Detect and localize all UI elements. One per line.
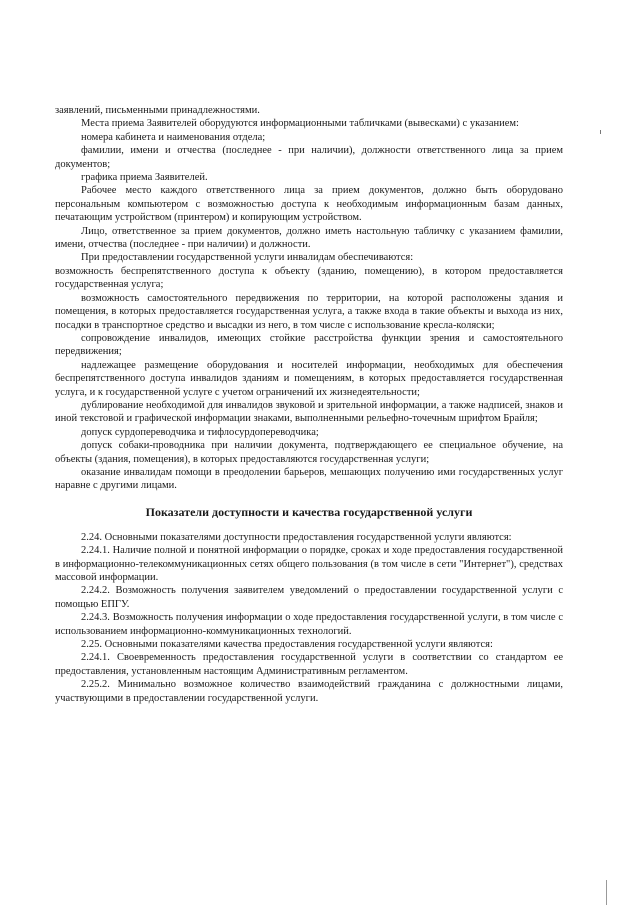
paragraph: 2.25. Основными показателями качества предоставления государственной услуги являются: (81, 639, 493, 651)
paragraph: 2.24.3. Возможность получения информации о ходе предоставления государственной услуги, в том числе с использованием информационно-коммуникационных технологий. (55, 612, 563, 637)
paragraphs-bottom (55, 531, 563, 705)
paragraphs-top (55, 104, 563, 493)
paragraph: Места приема Заявителей оборудуются информационными табличками (вывесками) с указанием: (81, 118, 519, 130)
paragraph: допуск сурдопереводчика и тифлосурдопереводчика; (81, 426, 319, 438)
paragraph: 2.24.2. Возможность получения заявителем уведомлений о предоставлении государственной услуги с помощью ЕПГУ. (55, 585, 563, 610)
paragraph: номера кабинета и наименования отдела; (81, 131, 266, 143)
scan-edge-line (606, 880, 607, 905)
paragraph: фамилии, имени и отчества (последнее - при наличии), должности ответственного лица за прием документов; (55, 145, 563, 170)
section-heading: Показатели доступности и качества государственной услуги (145, 504, 473, 519)
paragraph: возможность самостоятельного передвижения по территории, на которой расположены здания и помещения, в которых предоставляется государственная услуга, а также входа в такие объекты и выхода из них, посадки в транспортное средство и высадки из него, в том числе с использование кресла-коляски; (55, 292, 563, 331)
paragraph: сопровождение инвалидов, имеющих стойкие расстройства функции зрения и самостоятельного передвижения; (55, 332, 563, 358)
paragraph: 2.24.1. Своевременность предоставления государственной услуги в соответствии со стандартом ее предоставления, установленным настоящим Административным регламентом. (55, 652, 563, 677)
paragraph: 2.24.1. Наличие полной и понятной информации о порядке, сроках и ходе предоставления государственной в информационно-телекоммуникационных сетях общего пользования (в том числе в сети "Интернет"), средствах массовой информации. (55, 545, 563, 583)
paragraph: оказание инвалидам помощи в преодолении барьеров, мешающих получению ими государственных услуг наравне с другими лицами. (55, 466, 563, 492)
paragraph: Лицо, ответственное за прием документов, должно иметь настольную табличку с указанием фамилии, имени, отчества (последнее - при наличии) и должности. (55, 225, 563, 251)
paragraph: 2.24. Основными показателями доступности предоставления государственной услуги являются: (81, 531, 512, 543)
paragraph: заявлений, письменными принадлежностями. (55, 105, 260, 116)
scan-mark (600, 130, 601, 134)
paragraph: дублирование необходимой для инвалидов звуковой и зрительной информации, а также надписей, знаков и иной текстовой и графической информации знаками, выполненными рельефно-точечным шрифтом Брайля; (55, 399, 563, 425)
paragraph: графика приема Заявителей. (81, 172, 208, 184)
paragraph: надлежащее размещение оборудования и носителей информации, необходимых для обеспечения беспрепятственного доступа инвалидов зданиям и помещениям, в которых предоставляется государственная услуга, и к государственной услуге с учетом ограничений их жизнедеятельности; (55, 359, 563, 398)
paragraph: Рабочее место каждого ответственного лица за прием документов, должно быть оборудовано персональным компьютером с возможностью доступа к необходимым информационным базам данных, печатающим устройством (принтером) и копирующим устройством. (55, 185, 563, 224)
paragraph: 2.25.2. Минимально возможное количество взаимодействий гражданина с должностными лицами, участвующими в предоставлении государственной услуги. (55, 679, 563, 704)
paragraph: допуск собаки-проводника при наличии документа, подтверждающего ее специальное обучение, на объекты (здания, помещения), в которых предоставляются государственная услуги; (55, 440, 563, 465)
document-page (55, 104, 563, 705)
paragraph: возможность беспрепятственного доступа к объекту (зданию, помещению), в котором предоставляется государственная услуга; (55, 265, 563, 291)
paragraph: При предоставлении государственной услуги инвалидам обеспечиваются: (81, 252, 414, 264)
